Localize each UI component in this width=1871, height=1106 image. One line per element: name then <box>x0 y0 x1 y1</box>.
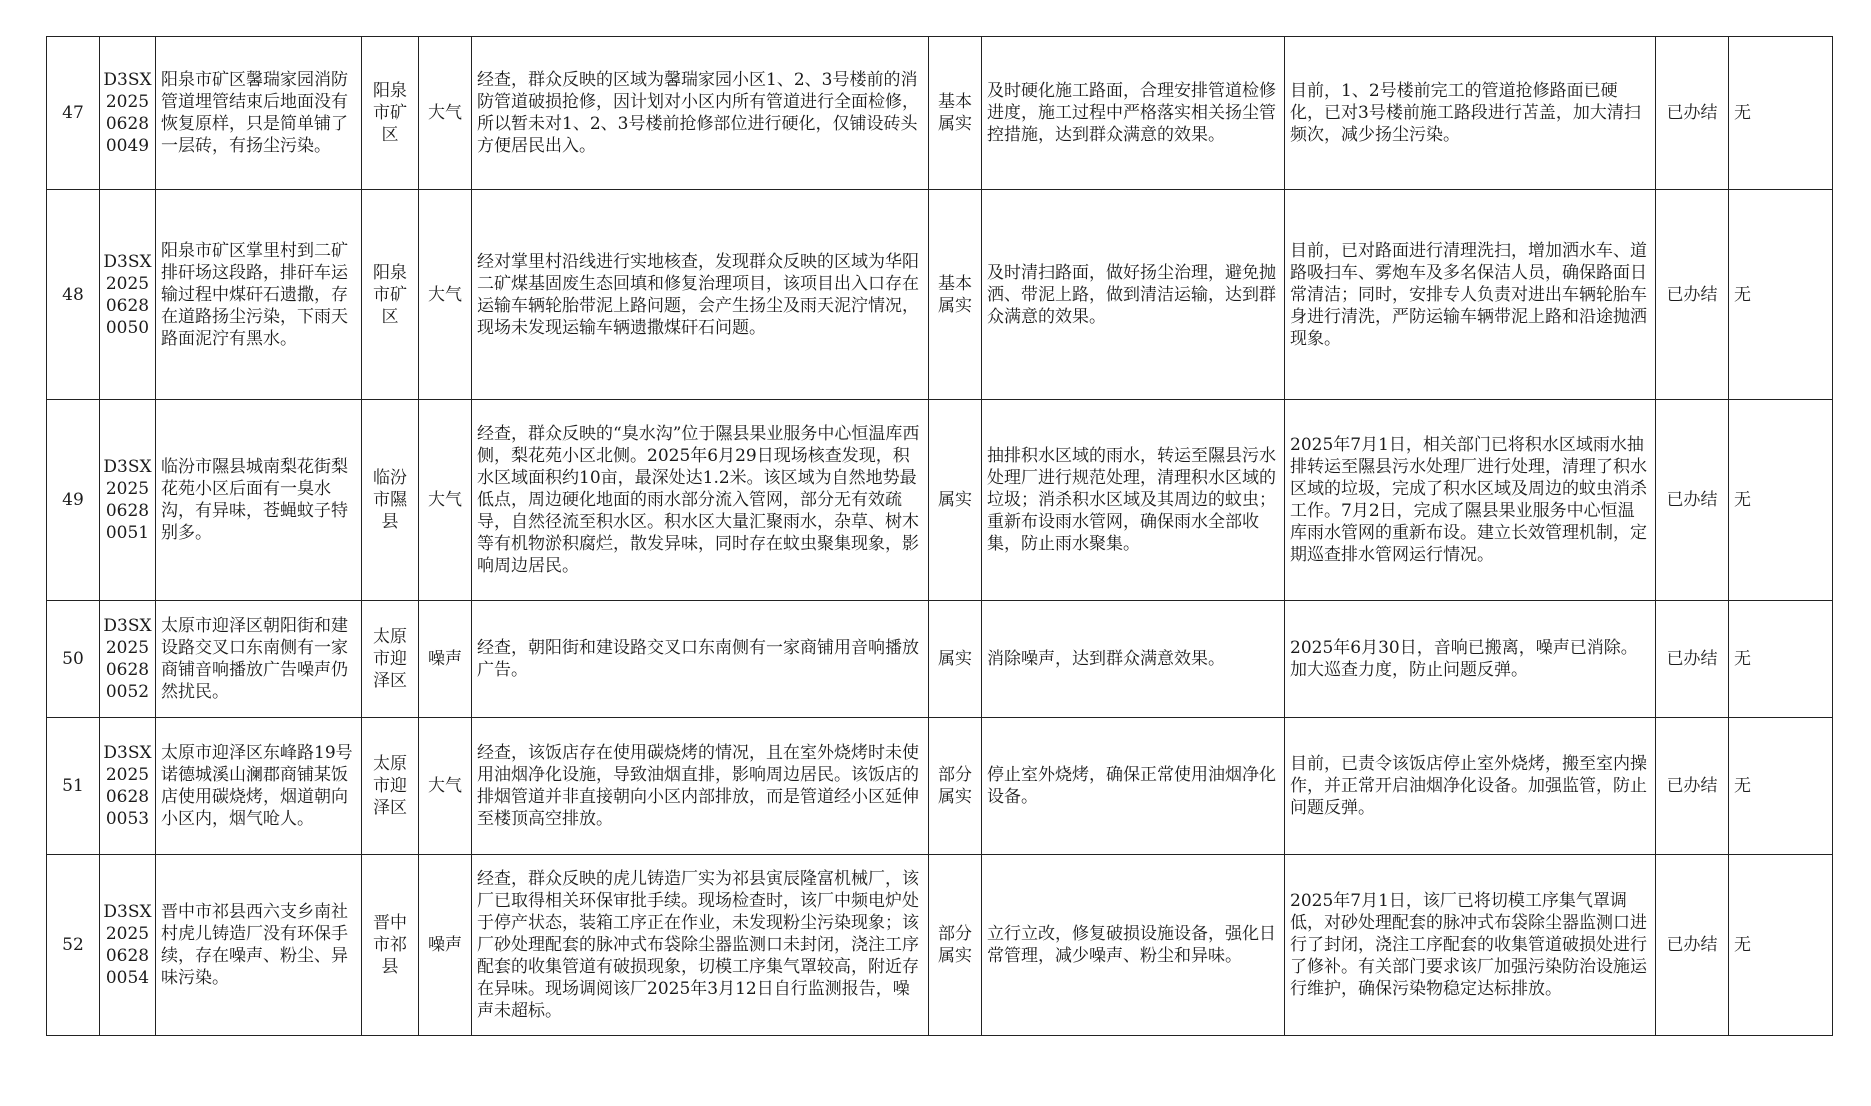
case-code: D3SX202506280051 <box>100 400 156 601</box>
table-row <box>47 718 1833 855</box>
pollution-type: 大气 <box>419 400 472 601</box>
investigation-result: 经查，群众反映的“臭水沟”位于隰县果业服务中心恒温库西侧，梨花苑小区北侧。2025年6月29日现场核查发现，积水区域面积约10亩，最深处达1.2米。该区域为自然地势最低点，周边硬化地面的雨水部分流入管网，部分无有效疏导，自然径流至积水区。积水区大量汇聚雨水，杂草、树木等有机物淤积腐烂，散发异味，同时存在蚊虫聚集现象，影响周边居民。 <box>472 400 929 601</box>
complaint-text: 临汾市隰县城南梨花街梨花苑小区后面有一臭水沟，有异味，苍蝇蚊子特别多。 <box>156 400 362 601</box>
rectification-progress: 目前，1、2号楼前完工的管道抢修路面已硬化，已对3号楼前施工路段进行苫盖，加大清扫频次，减少扬尘污染。 <box>1285 37 1656 190</box>
verdict: 部分属实 <box>929 855 982 1036</box>
administrative-area: 阳泉市矿区 <box>362 190 419 400</box>
rectification-measures: 及时硬化施工路面，合理安排管道检修进度，施工过程中严格落实相关扬尘管控措施，达到群众满意的效果。 <box>982 37 1285 190</box>
rectification-progress: 2025年7月1日，相关部门已将积水区域雨水抽排转运至隰县污水处理厂进行处理，清理了积水区域的垃圾，完成了积水区域及周边的蚊虫消杀工作。7月2日，完成了隰县果业服务中心恒温库雨水管网的重新布设。建立长效管理机制，定期巡查排水管网运行情况。 <box>1285 400 1656 601</box>
status: 已办结 <box>1656 190 1729 400</box>
status: 已办结 <box>1656 37 1729 190</box>
table-row <box>47 190 1833 400</box>
row-number: 48 <box>47 190 100 400</box>
rectification-progress: 2025年6月30日，音响已搬离，噪声已消除。加大巡查力度，防止问题反弹。 <box>1285 601 1656 718</box>
accountability: 无 <box>1729 37 1833 190</box>
administrative-area: 晋中市祁县 <box>362 855 419 1036</box>
case-code: D3SX202506280053 <box>100 718 156 855</box>
verdict: 基本属实 <box>929 190 982 400</box>
verdict: 属实 <box>929 400 982 601</box>
complaint-text: 太原市迎泽区东峰路19号诺德城溪山澜郡商铺某饭店使用碳烧烤，烟道朝向小区内，烟气呛人。 <box>156 718 362 855</box>
rectification-progress: 目前，已对路面进行清理洗扫，增加洒水车、道路吸扫车、雾炮车及多名保洁人员，确保路面日常清洁；同时，安排专人负责对进出车辆轮胎车身进行清洗，严防运输车辆带泥上路和沿途抛洒现象。 <box>1285 190 1656 400</box>
case-code: D3SX202506280054 <box>100 855 156 1036</box>
administrative-area: 阳泉市矿区 <box>362 37 419 190</box>
table-row <box>47 400 1833 601</box>
verdict: 属实 <box>929 601 982 718</box>
accountability: 无 <box>1729 400 1833 601</box>
accountability: 无 <box>1729 190 1833 400</box>
complaint-text: 阳泉市矿区馨瑞家园消防管道埋管结束后地面没有恢复原样，只是简单铺了一层砖，有扬尘污染。 <box>156 37 362 190</box>
table-row <box>47 601 1833 718</box>
pollution-type: 大气 <box>419 37 472 190</box>
row-number: 52 <box>47 855 100 1036</box>
status: 已办结 <box>1656 601 1729 718</box>
rectification-measures: 抽排积水区域的雨水，转运至隰县污水处理厂进行规范处理，清理积水区域的垃圾；消杀积水区域及其周边的蚊虫；重新布设雨水管网，确保雨水全部收集，防止雨水聚集。 <box>982 400 1285 601</box>
complaint-text: 太原市迎泽区朝阳街和建设路交叉口东南侧有一家商铺音响播放广告噪声仍然扰民。 <box>156 601 362 718</box>
rectification-measures: 消除噪声，达到群众满意效果。 <box>982 601 1285 718</box>
pollution-type: 大气 <box>419 718 472 855</box>
case-code: D3SX202506280050 <box>100 190 156 400</box>
row-number: 47 <box>47 37 100 190</box>
complaint-table <box>46 36 1833 1036</box>
administrative-area: 临汾市隰县 <box>362 400 419 601</box>
pollution-type: 噪声 <box>419 601 472 718</box>
status: 已办结 <box>1656 855 1729 1036</box>
verdict: 部分属实 <box>929 718 982 855</box>
investigation-result: 经查，群众反映的区域为馨瑞家园小区1、2、3号楼前的消防管道破损抢修，因计划对小区内所有管道进行全面检修，所以暂未对1、2、3号楼前抢修部位进行硬化，仅铺设砖头方便居民出入。 <box>472 37 929 190</box>
accountability: 无 <box>1729 855 1833 1036</box>
status: 已办结 <box>1656 400 1729 601</box>
pollution-type: 噪声 <box>419 855 472 1036</box>
case-code: D3SX202506280049 <box>100 37 156 190</box>
verdict: 基本属实 <box>929 37 982 190</box>
investigation-result: 经查，朝阳街和建设路交叉口东南侧有一家商铺用音响播放广告。 <box>472 601 929 718</box>
investigation-result: 经查，该饭店存在使用碳烧烤的情况，且在室外烧烤时未使用油烟净化设施，导致油烟直排，影响周边居民。该饭店的排烟管道并非直接朝向小区内部排放，而是管道经小区延伸至楼顶高空排放。 <box>472 718 929 855</box>
row-number: 49 <box>47 400 100 601</box>
rectification-progress: 目前，已责令该饭店停止室外烧烤，搬至室内操作，并正常开启油烟净化设备。加强监管，防止问题反弹。 <box>1285 718 1656 855</box>
row-number: 51 <box>47 718 100 855</box>
administrative-area: 太原市迎泽区 <box>362 601 419 718</box>
row-number: 50 <box>47 601 100 718</box>
pollution-type: 大气 <box>419 190 472 400</box>
accountability: 无 <box>1729 601 1833 718</box>
complaint-text: 晋中市祁县西六支乡南社村虎儿铸造厂没有环保手续，存在噪声、粉尘、异味污染。 <box>156 855 362 1036</box>
accountability: 无 <box>1729 718 1833 855</box>
complaint-text: 阳泉市矿区掌里村到二矿排矸场这段路，排矸车运输过程中煤矸石遗撒，存在道路扬尘污染，下雨天路面泥泞有黑水。 <box>156 190 362 400</box>
investigation-result: 经查，群众反映的虎儿铸造厂实为祁县寅辰隆富机械厂，该厂已取得相关环保审批手续。现场检查时，该厂中频电炉处于停产状态，装箱工序正在作业，未发现粉尘污染现象；该厂砂处理配套的脉冲式布袋除尘器监测口未封闭，浇注工序配套的收集管道有破损现象，切模工序集气罩较高，附近存在异味。现场调阅该厂2025年3月12日自行监测报告，噪声未超标。 <box>472 855 929 1036</box>
rectification-measures: 停止室外烧烤，确保正常使用油烟净化设备。 <box>982 718 1285 855</box>
investigation-result: 经对掌里村沿线进行实地核查，发现群众反映的区域为华阳二矿煤基固废生态回填和修复治理项目，该项目出入口存在运输车辆轮胎带泥上路问题，会产生扬尘及雨天泥泞情况，现场未发现运输车辆遗撒煤矸石问题。 <box>472 190 929 400</box>
table-row <box>47 37 1833 190</box>
rectification-measures: 及时清扫路面，做好扬尘治理，避免抛洒、带泥上路，做到清洁运输，达到群众满意的效果。 <box>982 190 1285 400</box>
case-code: D3SX202506280052 <box>100 601 156 718</box>
rectification-progress: 2025年7月1日，该厂已将切模工序集气罩调低，对砂处理配套的脉冲式布袋除尘器监测口进行了封闭，浇注工序配套的收集管道破损处进行了修补。有关部门要求该厂加强污染防治设施运行维护，确保污染物稳定达标排放。 <box>1285 855 1656 1036</box>
rectification-measures: 立行立改，修复破损设施设备，强化日常管理，减少噪声、粉尘和异味。 <box>982 855 1285 1036</box>
table-row <box>47 855 1833 1036</box>
status: 已办结 <box>1656 718 1729 855</box>
administrative-area: 太原市迎泽区 <box>362 718 419 855</box>
